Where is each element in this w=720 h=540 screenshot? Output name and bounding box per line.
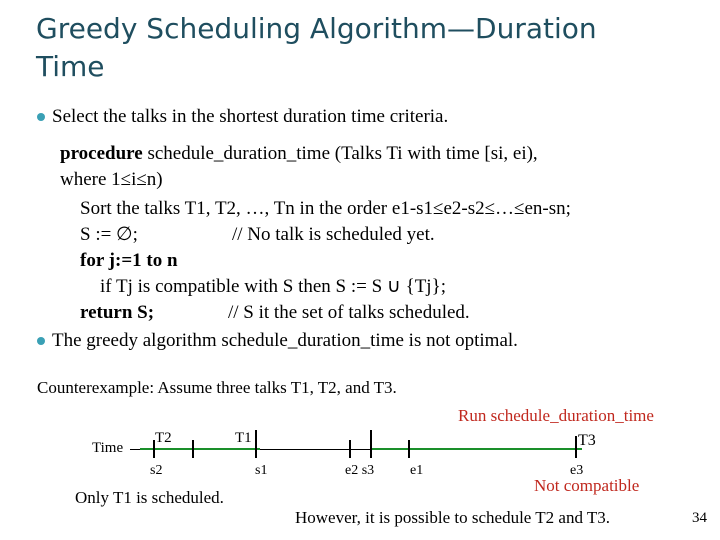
bullet-2: The greedy algorithm schedule_duration_time is not optimal. bbox=[52, 330, 518, 351]
return-statement: return S; bbox=[80, 302, 155, 323]
s2-label: s2 bbox=[150, 463, 163, 478]
time-label: Time bbox=[92, 440, 124, 456]
t3-label: T3 bbox=[578, 432, 596, 449]
comment-empty: // No talk is scheduled yet. bbox=[232, 224, 435, 245]
tick-t1-start bbox=[192, 440, 194, 458]
code-line-2: where 1≤i≤n) bbox=[60, 169, 163, 190]
bullet-1: Select the talks in the shortest duration time criteria. bbox=[52, 106, 449, 127]
code-line-3: Sort the talks T1, T2, …, Tn in the order e1-s1≤e2-s2≤…≤en-sn; bbox=[80, 198, 571, 219]
procedure-signature: schedule_duration_time (Talks Ti with time [si, ei), bbox=[147, 143, 538, 164]
assign-empty: S := ∅; bbox=[80, 224, 138, 245]
only-t1-text: Only T1 is scheduled. bbox=[75, 488, 224, 507]
not-compatible-label: Not compatible bbox=[534, 476, 640, 495]
however-text: However, it is possible to schedule T2 and T3. bbox=[295, 508, 611, 527]
code-line-5: for j:=1 to n bbox=[80, 250, 178, 271]
bullet-icon bbox=[37, 337, 45, 345]
page-number: 34 bbox=[692, 510, 707, 526]
t2-label: T2 bbox=[155, 430, 172, 446]
title-line-1: Greedy Scheduling Algorithm—Duration bbox=[36, 12, 597, 45]
t1-interval bbox=[140, 448, 260, 450]
t1-label: T1 bbox=[235, 430, 252, 446]
title-line-2: Time bbox=[36, 50, 105, 83]
run-label: Run schedule_duration_time bbox=[458, 406, 654, 425]
e1-label: e1 bbox=[410, 463, 424, 478]
slide-title bbox=[36, 10, 676, 86]
code-line-4 bbox=[80, 224, 435, 246]
tick-e2 bbox=[349, 440, 351, 458]
e3-label: e3 bbox=[570, 463, 584, 478]
code-line-1 bbox=[60, 143, 538, 165]
bullet-icon bbox=[37, 113, 45, 121]
t3-interval bbox=[370, 448, 582, 450]
tick-e1 bbox=[408, 440, 410, 458]
procedure-keyword: procedure bbox=[60, 143, 143, 164]
e2s3-label: e2 s3 bbox=[345, 463, 375, 478]
comment-return: // S it the set of talks scheduled. bbox=[228, 302, 470, 323]
tick-s1 bbox=[255, 430, 257, 458]
tick-s3 bbox=[370, 430, 372, 458]
code-line-6: if Tj is compatible with S then S := S ∪ {Tj}; bbox=[100, 276, 446, 297]
s1-label: s1 bbox=[255, 463, 268, 478]
counterexample-text: Counterexample: Assume three talks T1, T2, and T3. bbox=[37, 378, 397, 397]
code-line-7 bbox=[80, 302, 470, 324]
tick-s2 bbox=[153, 440, 155, 458]
tick-e3 bbox=[575, 436, 577, 458]
